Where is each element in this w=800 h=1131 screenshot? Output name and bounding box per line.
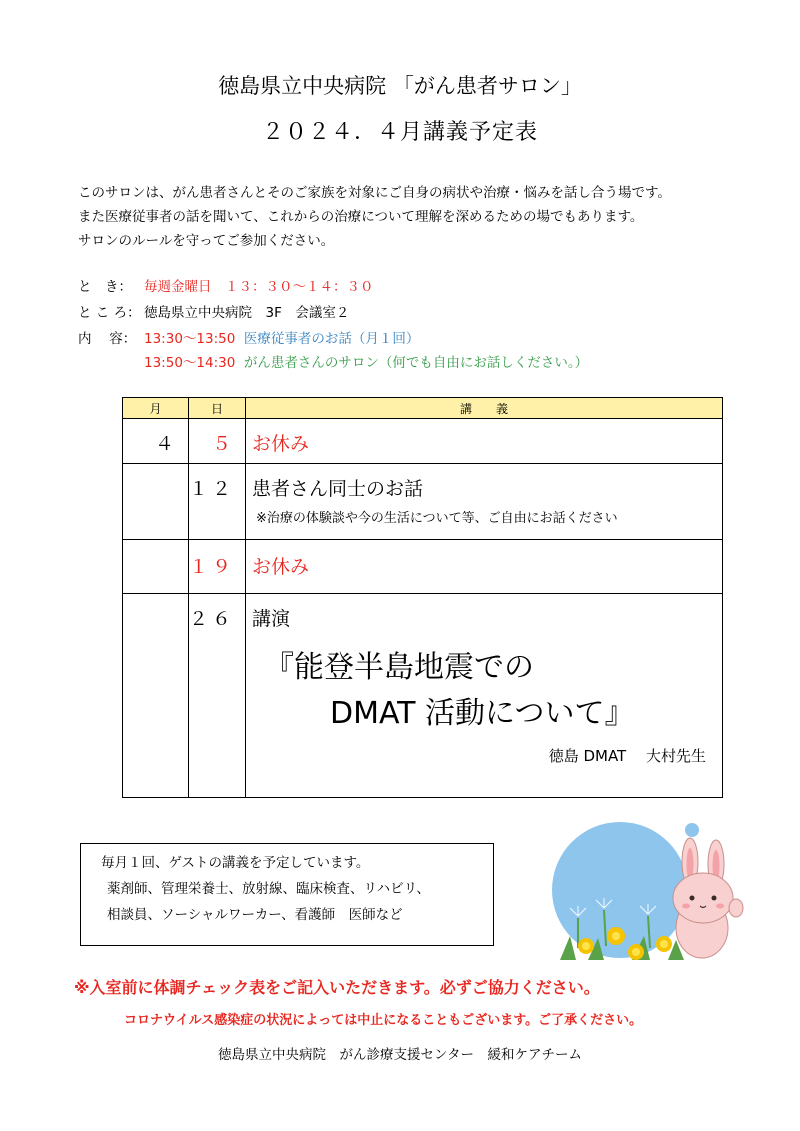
page-title: 徳島県立中央病院 「がん患者サロン」 bbox=[218, 74, 582, 98]
info-content2 bbox=[144, 351, 588, 371]
content2-time: 13:50～14:30 bbox=[144, 355, 236, 371]
row-day: １９ bbox=[189, 540, 246, 594]
table-row bbox=[123, 594, 723, 798]
speaker: 徳島 DMAT 大村先生 bbox=[548, 747, 706, 765]
row-lecture: 患者さん同士のお話 bbox=[252, 478, 424, 500]
table-header-row bbox=[123, 398, 723, 419]
rabbit-with-dandelions-icon bbox=[540, 818, 755, 963]
where-label: と こ ろ： bbox=[78, 305, 141, 321]
row-note: ※治療の体験談や今の生活について等、ご自由にお話ください bbox=[256, 511, 618, 526]
content-label: 内 容： bbox=[78, 331, 137, 347]
header-lecture: 講 義 bbox=[246, 398, 723, 419]
guest-line: 薬剤師、管理栄養士、放射線、臨床検査、リハビリ、 bbox=[107, 881, 430, 897]
table-row bbox=[123, 464, 723, 540]
header-month: 月 bbox=[123, 398, 189, 419]
row-day: ５ bbox=[189, 419, 246, 464]
guest-line: 毎月１回、ゲストの講義を予定しています。 bbox=[101, 855, 370, 871]
talk-title-line2: DMAT 活動について』 bbox=[330, 696, 635, 731]
intro-line: また医療従事者の話を聞いて、これからの治療について理解を深めるための場でもあります。 bbox=[78, 209, 644, 225]
intro-line: サロンのルールを守ってご参加ください。 bbox=[78, 233, 335, 249]
row-lecture: お休み bbox=[252, 556, 310, 578]
guest-line: 相談員、ソーシャルワーカー、看護師 医師など bbox=[107, 907, 403, 923]
intro-line: このサロンは、がん患者さんとそのご家族を対象にご自身の病状や治療・悩みを話し合う場です。 bbox=[78, 185, 671, 201]
content2-text: がん患者さんのサロン（何でも自由にお話しください。） bbox=[243, 355, 589, 371]
footer-organization: 徳島県立中央病院 がん診療支援センター 緩和ケアチーム bbox=[218, 1047, 582, 1063]
table-row bbox=[123, 419, 723, 464]
row-lecture-cell bbox=[246, 594, 723, 798]
row-lecture-cell bbox=[246, 540, 723, 594]
when-label: と き： bbox=[78, 279, 132, 295]
content1-text: 医療従事者のお話（月１回） bbox=[243, 331, 420, 347]
info-content bbox=[78, 327, 419, 347]
info-when bbox=[78, 275, 374, 295]
when-value: 毎週金曜日 １３：３０～１４：３０ bbox=[144, 279, 374, 295]
row-day: １２ bbox=[189, 464, 246, 540]
row-day: ２６ bbox=[189, 594, 246, 798]
row-lecture-cell bbox=[246, 464, 723, 540]
row-month bbox=[123, 464, 189, 540]
info-where bbox=[78, 301, 349, 321]
row-lecture: 講演 bbox=[252, 608, 291, 630]
intro-text bbox=[78, 181, 671, 253]
row-lecture-cell bbox=[246, 419, 723, 464]
where-value: 徳島県立中央病院 3F 会議室２ bbox=[144, 305, 350, 321]
talk-title-line1: 『能登半島地震での bbox=[264, 650, 534, 685]
row-month bbox=[123, 594, 189, 798]
content1-time: 13:30～13:50 bbox=[144, 331, 236, 347]
warning-covid: コロナウイルス感染症の状況によっては中止になることもございます。ご了承ください。 bbox=[124, 1013, 643, 1028]
header-day: 日 bbox=[189, 398, 246, 419]
row-month bbox=[123, 540, 189, 594]
schedule-table bbox=[122, 397, 723, 798]
guest-lecture-box bbox=[80, 843, 494, 946]
table-row bbox=[123, 540, 723, 594]
page-subtitle: ２０２４．４月講義予定表 bbox=[261, 120, 538, 145]
row-month: ４ bbox=[123, 419, 189, 464]
warning-health-check: ※入室前に体調チェック表をご記入いただきます。必ずご協力ください。 bbox=[74, 978, 600, 997]
row-lecture: お休み bbox=[252, 433, 310, 455]
